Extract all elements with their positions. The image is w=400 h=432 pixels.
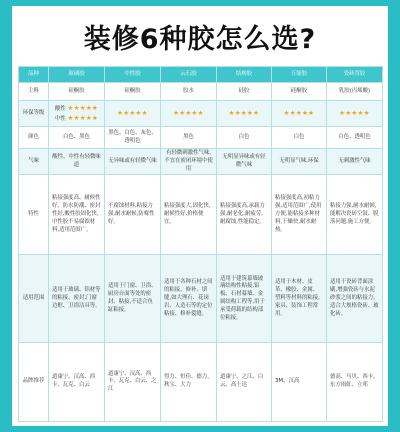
table-cell: 3M、汉高 xyxy=(272,343,327,422)
table-cell: 粘接力强,耐水耐候,能解决瓷砖空鼓、脱落问题,施工方便。 xyxy=(327,175,383,255)
table-cell: 适用于各种石材之间的粘接、修补、填缝,如大理石、花岗岩、人造石等的定位粘接、修补裂缝。 xyxy=(161,255,217,343)
row-label: 气味 xyxy=(19,149,49,175)
star-rating-icon: ★★★★★ xyxy=(67,113,99,122)
table-cell: 乳胶(丙烯酸) xyxy=(327,83,383,101)
table-cell: 胶水 xyxy=(161,83,217,101)
table-cell: 道康宁、汉高、西卡、瓦克、白云、之江 xyxy=(105,343,161,422)
eco-line-label: 酸性 xyxy=(54,105,66,112)
table-cell: 硅酮胶 xyxy=(272,83,327,101)
star-rating-icon: ★★★★★ xyxy=(283,108,315,117)
table-cell: 无明显异味或有轻微气味 xyxy=(217,149,272,175)
page-title: 装修6种胶怎么选? xyxy=(83,24,317,55)
eco-line-label: 中性 xyxy=(54,115,66,122)
table-row-smell xyxy=(19,149,383,175)
table-cell xyxy=(161,101,217,127)
table-cell xyxy=(327,101,383,127)
table-row-usage xyxy=(19,255,383,343)
table-cell: 适用于玻璃、铝材等的粘接、密封,门窗边框、卫浴洁具等。 xyxy=(49,255,105,343)
table-cell: 无刺激性气味 xyxy=(327,149,383,175)
table-row-features xyxy=(19,175,383,255)
row-label: 环保等级 xyxy=(19,101,49,127)
table-row-color xyxy=(19,127,383,149)
table-cell: 粘接强度高、耐候性好、防水防潮、密封性好,酸性胶固化快,中性胶不易腐蚀材料,适用范围广。 xyxy=(49,175,105,255)
table-cell xyxy=(217,101,272,127)
table-row-main-material xyxy=(19,83,383,101)
table-cell: 无异味或有轻微气味 xyxy=(105,149,161,175)
table-cell xyxy=(49,101,105,127)
table-cell: 硅酮胶 xyxy=(105,83,161,101)
table-cell: 适用于建筑幕墙玻璃结构性粘接,铝板、石材幕墙、金属结构工程等,用于承受荷载的结构部位粘接。 xyxy=(217,255,272,343)
header-neutral-glue: 中性胶 xyxy=(105,67,161,83)
table-cell: 道康宁、汉高、西卡、瓦克、白云 xyxy=(49,343,105,422)
table-cell xyxy=(272,101,327,127)
header-tile-back-glue: 瓷砖背胶 xyxy=(327,67,383,83)
table-cell: 白色、黑色 xyxy=(49,127,105,149)
table-cell: 酸性、中性有轻微味道 xyxy=(49,149,105,175)
row-label: 适用范围 xyxy=(19,255,49,343)
table-cell: 黑色、白色、灰色、透明色 xyxy=(105,127,161,149)
table-cell: 德高、马贝、西卡、东方雨虹、立邦 xyxy=(327,343,383,422)
table-cell: 硅酮胶 xyxy=(49,83,105,101)
table-cell: 硅胶 xyxy=(217,83,272,101)
table-cell: 有轻微刺激性气味,不宜在密闭环境中使用 xyxy=(161,149,217,175)
glue-comparison-table xyxy=(18,66,383,422)
table-header-row xyxy=(19,67,383,83)
row-label: 颜色 xyxy=(19,127,49,149)
header-marble-glue: 云石胶 xyxy=(161,67,217,83)
star-rating-icon: ★★★★★ xyxy=(173,108,204,117)
header-label: 品种 xyxy=(19,67,49,83)
table-cell: 适用于木材、皮革、橡胶、金属、塑料等材料的粘接,家具、装饰工程常用。 xyxy=(272,255,327,343)
table-cell: 道康宁、之江、白云、高士达 xyxy=(217,343,272,422)
star-rating-icon: ★★★★★ xyxy=(339,108,370,117)
table-cell: 粘接强度大,固化快,耐候性好,价格便宜。 xyxy=(161,175,217,255)
star-rating-icon: ★★★★★ xyxy=(67,103,99,112)
header-glass-glue: 玻璃胶 xyxy=(49,67,105,83)
content-card xyxy=(12,6,388,426)
table-cell xyxy=(105,101,161,127)
star-rating-icon: ★★★★★ xyxy=(228,108,260,117)
table-cell: 适用于瓷砖背面涂刷,增强瓷砖与水泥砂浆之间的粘接力,适合大规格瓷砖、玻化砖。 xyxy=(327,255,383,343)
table-cell: 得力、恒佳、德力、秋宝、大力 xyxy=(161,343,217,422)
table-cell: 白色、透明色 xyxy=(327,127,383,149)
table-row-eco-grade xyxy=(19,101,383,127)
table-cell: 白色 xyxy=(217,127,272,149)
table-row-brands xyxy=(19,343,383,422)
row-label: 品牌推荐 xyxy=(19,343,49,422)
table-cell: 黑色 xyxy=(161,127,217,149)
table-cell: 粘接强度高,初粘力强,适用范围广,使用方便,能粘接多种材料,干燥快,耐水耐热。 xyxy=(272,175,327,255)
row-label: 主料 xyxy=(19,83,49,101)
table-cell: 适用于门窗、卫浴、厨房台面等处的密封、粘接,不适合鱼缸粘接。 xyxy=(105,255,161,343)
table-cell: 粘接强度高,承载力强,耐老化,耐疲劳,耐腐蚀,性能稳定。 xyxy=(217,175,272,255)
table-cell: 白色 xyxy=(272,127,327,149)
eco-line-neutral xyxy=(52,114,101,124)
header-universal-glue: 万能胶 xyxy=(272,67,327,83)
row-label: 特性 xyxy=(19,175,49,255)
star-rating-icon: ★★★★★ xyxy=(117,108,148,117)
eco-line-acid xyxy=(52,104,101,114)
table-cell: 无明显气味,环保 xyxy=(272,149,327,175)
header-structural-glue: 结构胶 xyxy=(217,67,272,83)
table-cell: 不腐蚀材料,粘接力强,耐水耐候,防霉性好。 xyxy=(105,175,161,255)
